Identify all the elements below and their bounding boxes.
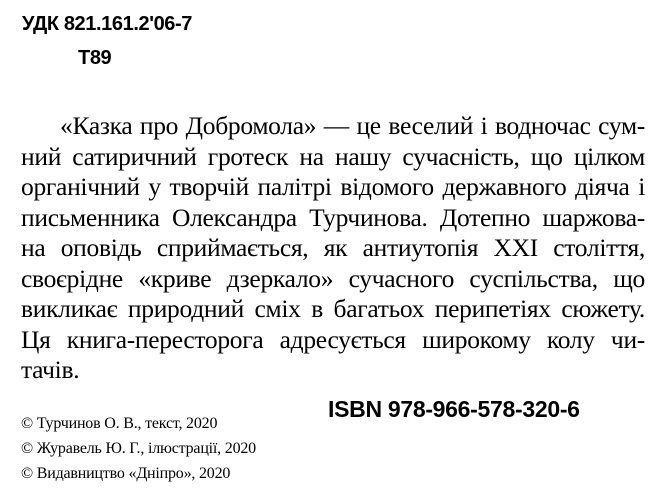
- author-mark: Т89: [78, 47, 112, 69]
- annotation-line: своєрідне «криве дзеркало» сучасного суспільства, що: [21, 263, 645, 293]
- annotation-text: [21, 111, 645, 386]
- annotation-line: органічний у творчій палітрі відомого державного діяча і: [21, 172, 645, 201]
- copyright-block: [21, 411, 256, 486]
- annotation-line: ний сатиричний гротеск на нашу сучасність, що цілком: [21, 141, 645, 171]
- isbn-number: ISBN 978-966-578-320-6: [328, 396, 580, 422]
- annotation-line: тачів.: [21, 355, 80, 384]
- annotation-line: Ця книга-пересторога адресується широкому колу чи-: [21, 324, 645, 354]
- copyright-publisher: © Видавництво «Дніпро», 2020: [21, 465, 231, 482]
- annotation-line: викликає природний сміх в багатьох перипетіях сюжету.: [21, 294, 645, 323]
- copyright-text: © Турчинов О. В., текст, 2020: [21, 415, 218, 432]
- copyright-illustrations: © Журавель Ю. Г., ілюстрації, 2020: [21, 440, 256, 457]
- annotation-line: на оповідь сприймається, як антиутопія XXI століття,: [21, 233, 645, 262]
- udk-code: УДК 821.161.2'06-7: [22, 13, 192, 35]
- annotation-line: письменника Олександра Турчинова. Дотепно шаржова-: [21, 202, 645, 232]
- annotation-line: «Казка про Добромола» — це веселий і водночас сум-: [60, 111, 645, 140]
